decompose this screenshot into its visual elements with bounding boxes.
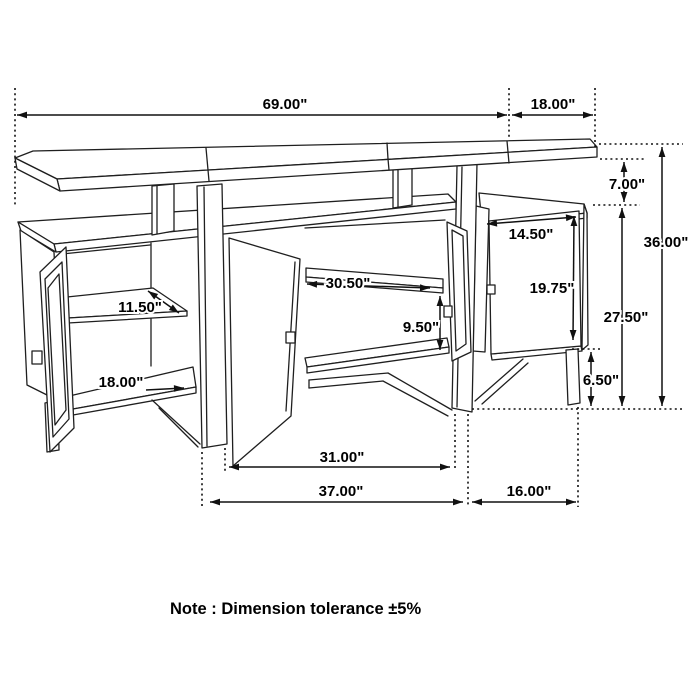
dim-label-center-shelf-spacing: 9.50" (402, 319, 440, 336)
door-handle (286, 332, 295, 343)
dim-label-right-door-width: 14.50" (508, 226, 554, 243)
door-handle (32, 351, 42, 364)
pedestal-left (197, 184, 227, 448)
dim-label-left-shelf-depth: 11.50" (118, 299, 162, 316)
dim-label-right-door-height: 19.75" (529, 280, 575, 297)
dim-label-top-length: 69.00" (262, 96, 308, 113)
center-door (229, 238, 300, 466)
dim-label-center-shelf-width: 30.50" (325, 275, 371, 292)
dim-label-cabinet-height: 27.50" (603, 309, 649, 326)
dim-label-top-extension: 18.00" (530, 96, 576, 113)
tolerance-note: Note : Dimension tolerance ±5% (170, 600, 422, 618)
right-sled-foot (475, 349, 580, 405)
left-sled-foot (152, 400, 200, 447)
right-cabinet (473, 193, 588, 405)
dim-label-top-gap-height: 7.00" (608, 176, 646, 193)
center-sled-foot (309, 373, 452, 416)
door-handle (487, 285, 495, 294)
dim-label-center-base-width: 31.00" (319, 449, 365, 466)
dim-label-base-clearance: 6.50" (582, 372, 620, 389)
dim-label-right-base-width: 16.00" (506, 483, 552, 500)
door-handle (444, 306, 452, 317)
center-cabinet (305, 220, 452, 416)
dim-label-overall-height: 36.00" (643, 234, 689, 251)
dim-label-left-bottom-shelf-depth: 18.00" (98, 374, 144, 391)
dim-label-left-base-width: 37.00" (318, 483, 364, 500)
center-bottom-shelf (305, 338, 449, 373)
top-panel (15, 139, 597, 191)
